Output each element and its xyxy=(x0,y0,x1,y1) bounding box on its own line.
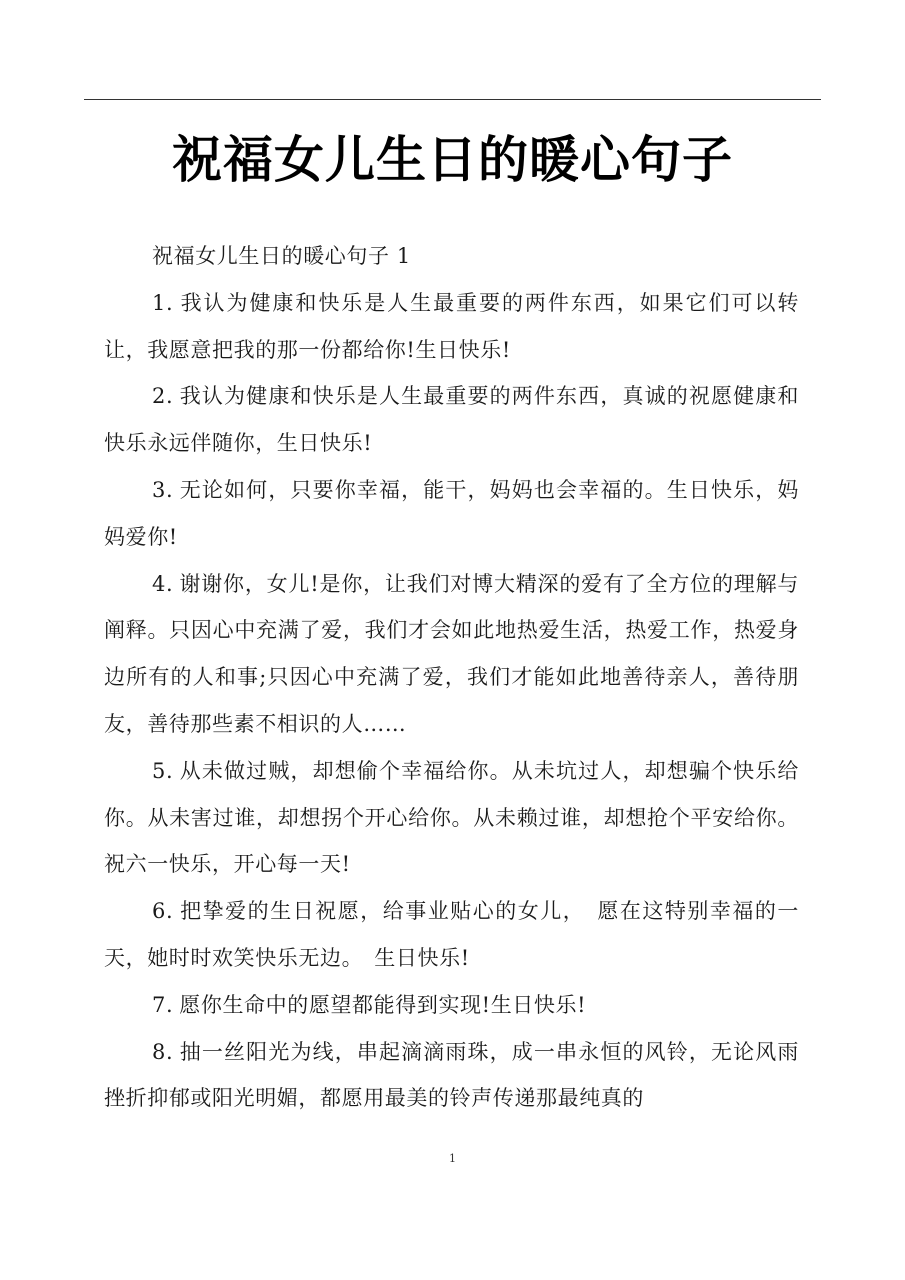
paragraph-text: 从未做过贼，却想偷个幸福给你。从未坑过人，却想骗个快乐给你。从未害过谁，却想拐个开心给你。从未赖过谁，却想抢个平安给你。祝六一快乐，开心每一天! xyxy=(104,758,799,877)
paragraph-number: 6. xyxy=(152,899,174,924)
paragraph-text: 抽一丝阳光为线，串起滴滴雨珠，成一串永恒的风铃，无论风雨挫折抑郁或阳光明媚，都愿用最美的铃声传递那最纯真的 xyxy=(104,1039,799,1111)
header-rule xyxy=(84,99,821,100)
paragraph-text: 我认为健康和快乐是人生最重要的两件东西，如果它们可以转让，我愿意把我的那一份都给你!生日快乐! xyxy=(104,290,799,362)
paragraph-number: 3. xyxy=(152,477,174,502)
paragraph-text: 愿你生命中的愿望都能得到实现!生日快乐! xyxy=(179,992,587,1017)
paragraph-text: 谢谢你，女儿!是你，让我们对博大精深的爱有了全方位的理解与阐释。只因心中充满了爱，我们才会如此地热爱生活，热爱工作，热爱身边所有的人和事;只因心中充满了爱，我们才能如此地善待亲人，善待朋友，善待那些素不相识的人…… xyxy=(104,571,799,736)
paragraph-4 xyxy=(104,561,799,748)
paragraph-3 xyxy=(104,467,799,561)
document-body xyxy=(104,233,799,1122)
paragraph-1 xyxy=(104,280,799,374)
document-title: 祝福女儿生日的暖心句子 xyxy=(172,131,733,189)
paragraph-number: 8. xyxy=(152,1039,174,1064)
paragraph-text: 把挚爱的生日祝愿，给事业贴心的女儿， 愿在这特别幸福的一天，她时时欢笑快乐无边。 生日快乐! xyxy=(104,899,799,970)
paragraph-5 xyxy=(104,748,799,888)
paragraph-text: 无论如何，只要你幸福，能干，妈妈也会幸福的。生日快乐，妈妈爱你! xyxy=(104,477,799,549)
paragraph-text: 我认为健康和快乐是人生最重要的两件东西，真诚的祝愿健康和快乐永远伴随你，生日快乐! xyxy=(104,384,799,456)
paragraph-number: 4. xyxy=(152,571,174,596)
section-heading: 祝福女儿生日的暖心句子 1 xyxy=(152,244,411,268)
paragraph-7 xyxy=(104,982,799,1029)
paragraph-number: 1. xyxy=(152,290,174,315)
paragraph-number: 7. xyxy=(152,992,174,1017)
paragraph-8 xyxy=(104,1029,799,1123)
paragraph-2 xyxy=(104,373,799,467)
paragraph-number: 2. xyxy=(152,384,174,409)
paragraph-number: 5. xyxy=(152,758,174,783)
page-number: 1 xyxy=(449,1152,456,1165)
paragraph-6 xyxy=(104,888,799,982)
